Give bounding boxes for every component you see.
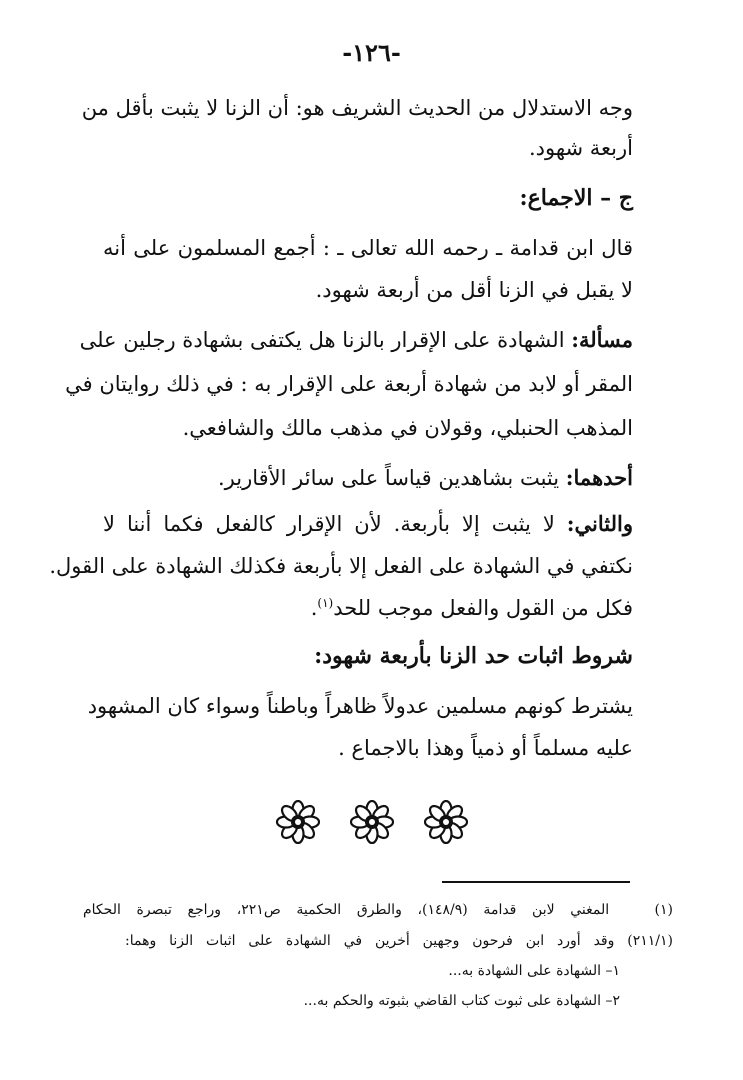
footnote-line — [83, 899, 673, 921]
footnote-reference[interactable]: (١) — [317, 596, 334, 610]
footnote-text: المغني لابن قدامة (١٤٨/٩)، والطرق الحكمية ص٢٢١، وراجع تبصرة الحكام — [83, 902, 610, 918]
flower-icon — [276, 800, 320, 844]
flower-icon — [350, 800, 394, 844]
paragraph-line — [103, 593, 633, 623]
paragraph-line: وجه الاستدلال من الحديث الشريف هو: أن الزنا لا يثبت بأقل من — [81, 96, 633, 120]
footnote-list-item: ٢– الشهادة على ثبوت كتاب القاضي بثبوته والحكم به... — [303, 993, 620, 1009]
ornament-row — [0, 800, 743, 844]
flower-icon — [424, 800, 468, 844]
footnote-list-item: ١– الشهادة على الشهادة به... — [448, 963, 620, 979]
paragraph-line: لا يقبل في الزنا أقل من أربعة شهود. — [315, 278, 633, 302]
second-opinion-label: والثاني: — [566, 511, 633, 536]
paragraph-line: المقر أو لابد من شهادة أربعة على الإقرار به : في ذلك روايتان في — [65, 372, 633, 396]
paragraph-text: يثبت بشاهدين قياساً على سائر الأقارير. — [218, 466, 566, 490]
issue-label: مسألة: — [571, 327, 633, 352]
section-heading: شروط اثبات حد الزنا بأربعة شهود: — [314, 643, 633, 669]
paragraph-line — [79, 325, 633, 355]
first-opinion-label: أحدهما: — [565, 465, 633, 490]
footnote-marker: (١) — [654, 902, 674, 918]
paragraph-line: يشترط كونهم مسلمين عدولاً ظاهراً وباطناً وسواء كان المشهود — [87, 694, 633, 718]
section-heading: ج – الاجماع: — [519, 185, 633, 211]
paragraph-line: نكتفي في الشهادة على الفعل إلا بأربعة فكذلك الشهادة على القول. — [49, 554, 633, 578]
footnote-separator — [442, 881, 630, 883]
page-number: -١٢٦- — [342, 38, 401, 67]
paragraph-line: المذهب الحنبلي، وقولان في مذهب مالك والشافعي. — [182, 416, 633, 440]
paragraph-text: لا يثبت إلا بأربعة. لأن الإقرار كالفعل فكما أننا لا — [103, 512, 567, 536]
paragraph-text: الشهادة على الإقرار بالزنا هل يكتفى بشهادة رجلين على — [79, 328, 572, 352]
paragraph-line: عليه مسلماً أو ذمياً وهذا بالاجماع . — [338, 736, 633, 760]
paragraph-text: . — [310, 596, 318, 620]
paragraph-line — [108, 463, 633, 493]
paragraph-line: قال ابن قدامة ـ رحمه الله تعالى ـ : أجمع المسلمون على أنه — [103, 236, 633, 260]
paragraph-line: أربعة شهود. — [528, 136, 633, 160]
footnote-line: (٢١١/١) وقد أورد ابن فرحون وجهين أخرين في الشهادة على اثبات الزنا وهما: — [125, 933, 673, 949]
paragraph-text: فكل من القول والفعل موجب للحد — [333, 596, 633, 620]
paragraph-line — [103, 509, 633, 539]
